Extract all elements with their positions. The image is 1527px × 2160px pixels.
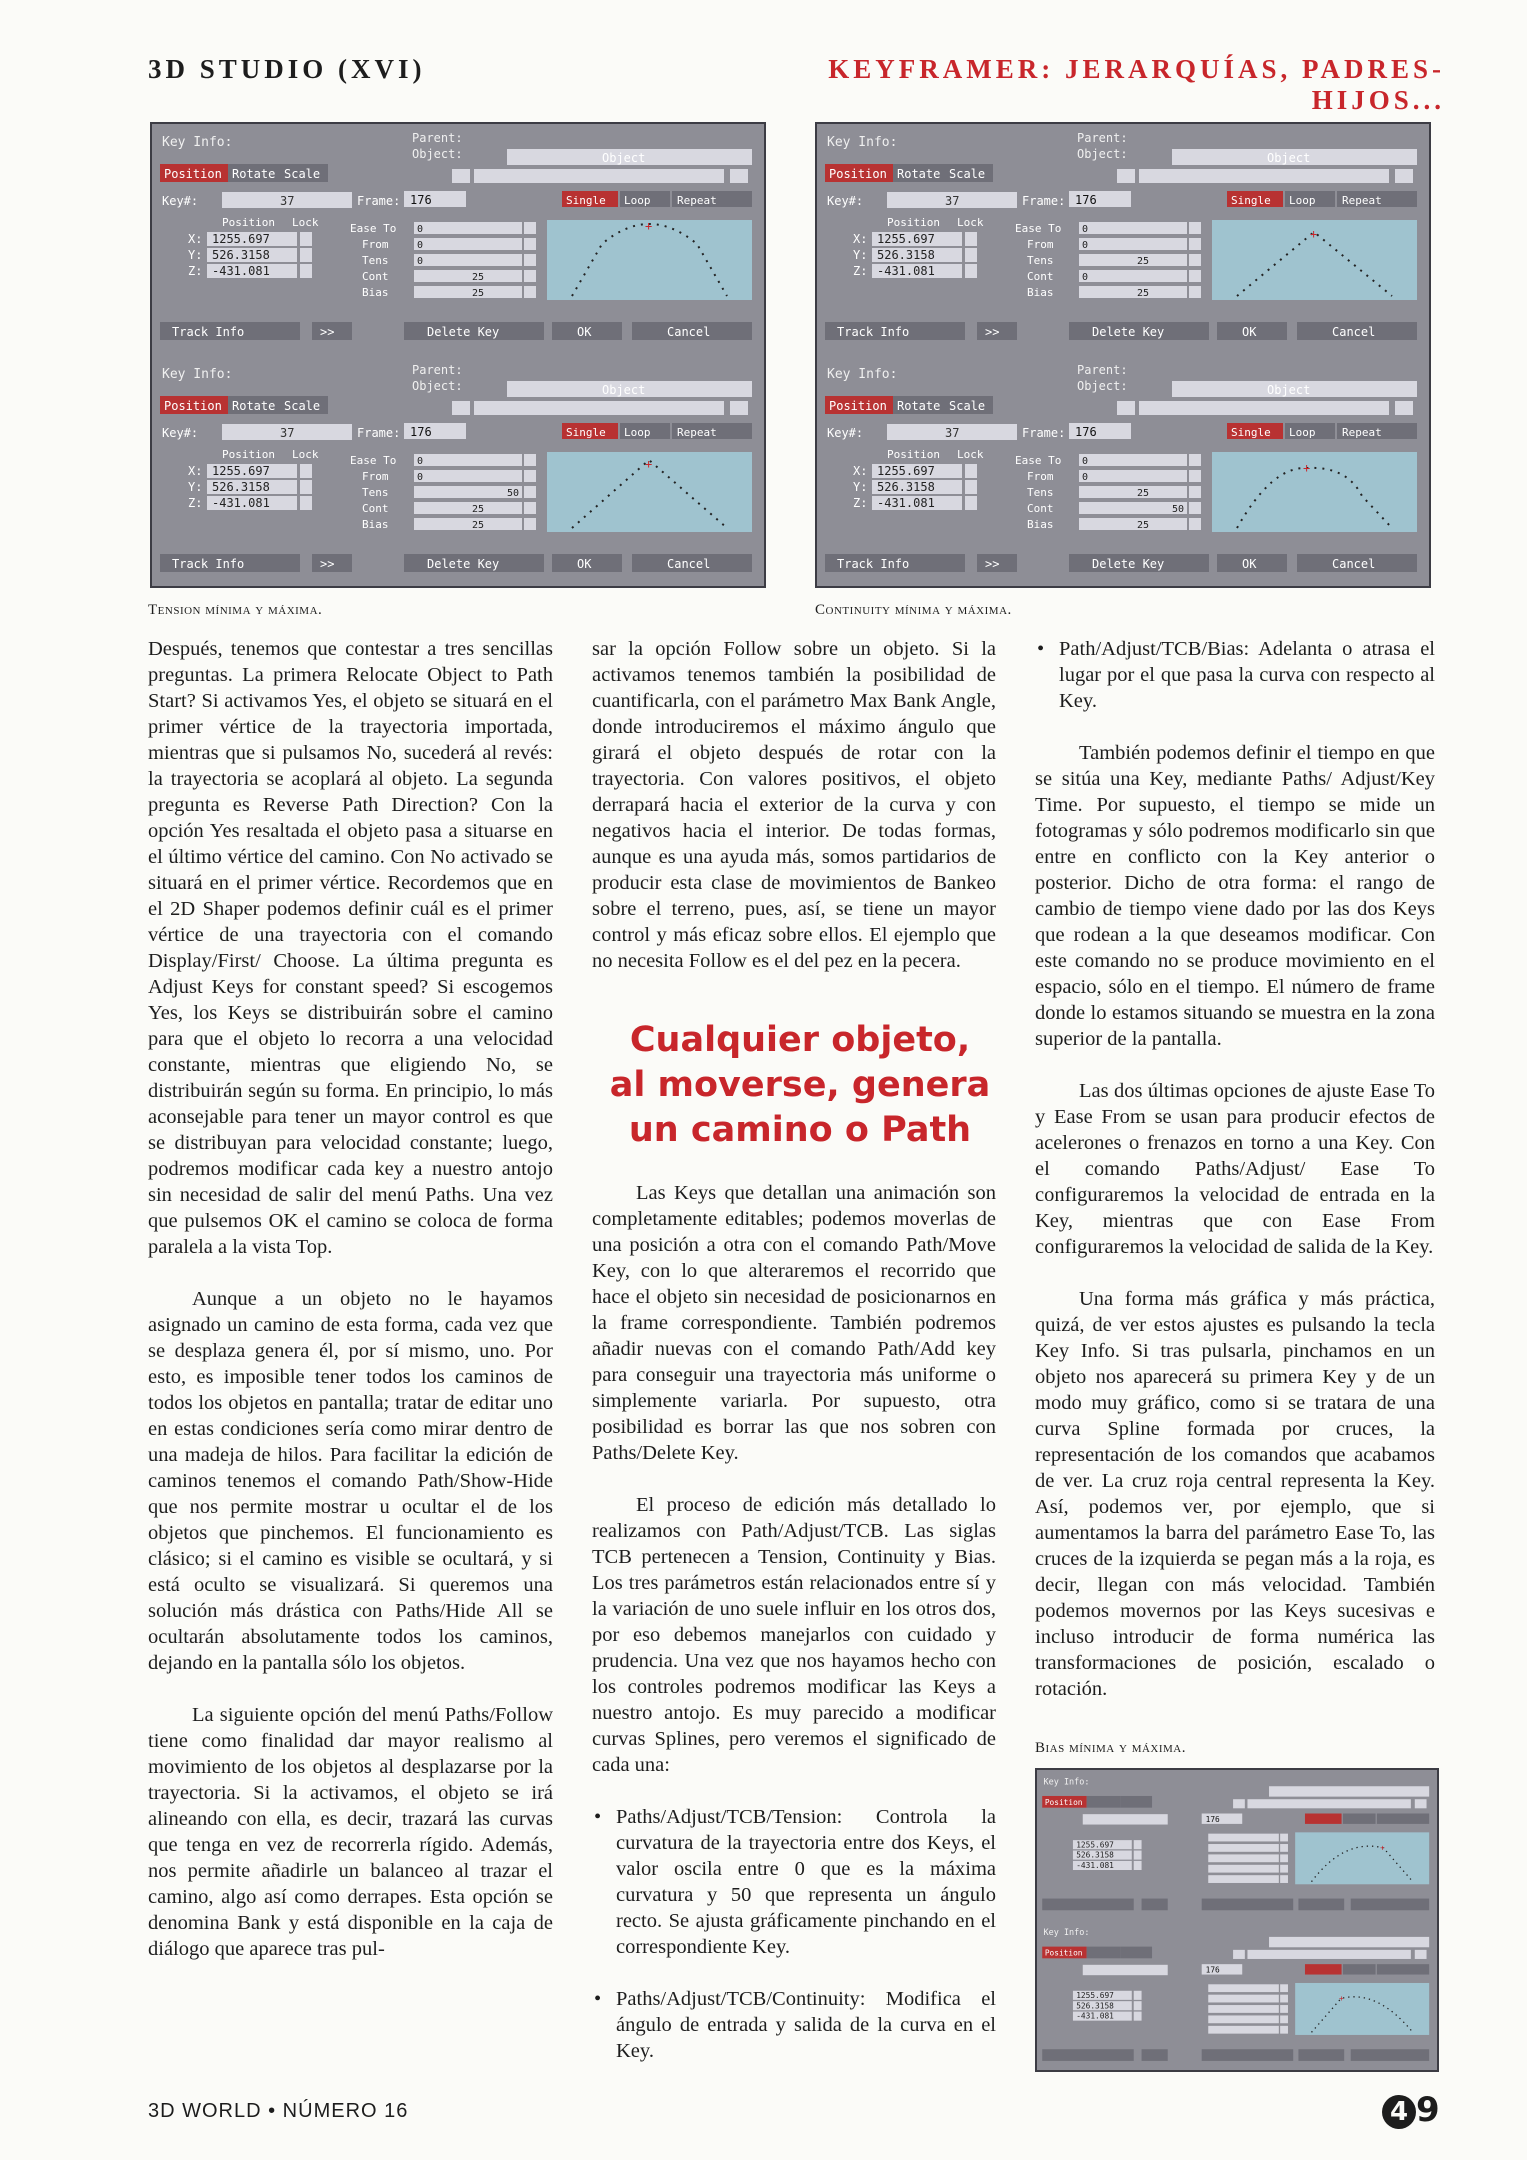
loop-button[interactable]: Loop: [1289, 194, 1316, 207]
delete-key-button[interactable]: Delete Key: [1092, 325, 1165, 339]
track-info-button[interactable]: Track Info: [837, 557, 910, 571]
z-field[interactable]: -431.081: [877, 264, 935, 278]
paragraph: También podemos definir el tiempo en que se sitúa una Key, mediante Paths/ Adjust/Key Time. Por supuesto, el tiempo se mide un fotogramas y sólo podremos modificarlo sin que entre en conflicto con la Key anterior o posterior. Dicho de otra forma: el rango de cambio de tiempo viene dado por las dos Keys que rodean a la que deseamos modificar. Con este comando no se produce movimiento en el espacio, sólo en el tiempo. El número de frame donde lo estamos situando se muestra en la zona superior de la pantalla.: [1035, 742, 1435, 1050]
object-button[interactable]: Object: [1267, 151, 1311, 165]
column-2-bottom: [592, 1180, 996, 2090]
tension-label: Tens: [1027, 254, 1054, 267]
key-info-label: Key Info:: [162, 367, 233, 382]
y-label: Y:: [853, 480, 868, 494]
position-heading: Position: [222, 448, 275, 461]
paragraph: Aunque a un objeto no le hayamos asignado un camino de esta forma, cada vez que se desplaza genera él, por sí mismo, uno. Por esto, es imposible tener todos los caminos de todos los objetos en pantalla; tratar de editar uno en estas condiciones sería como mirar dentro de una madeja de hilos. Para facilitar la edición de caminos tenemos el comando Path/Show-Hide que nos permite mostrar u ocultar el de los objetos que pinchemos. El funcionamiento es clásico; si el camino es visible se ocultará, y si está oculto se visualizará. Si queremos una solución más drástica con Paths/Hide All se ocultarán absolutamente todos los caminos, dejando en la pantalla sólo los objetos.: [148, 1288, 553, 1674]
x-field[interactable]: 1255.697: [1076, 1840, 1114, 1850]
z-label: Z:: [853, 264, 868, 278]
tab-scale[interactable]: Scale: [949, 167, 986, 181]
key-info-label: Key Info:: [1043, 1926, 1090, 1937]
frame-value[interactable]: 176: [410, 425, 432, 439]
ease-to-label: Ease To: [350, 454, 397, 467]
bias-value[interactable]: 25: [472, 520, 485, 531]
y-label: Y:: [853, 248, 868, 262]
y-label: Y:: [188, 248, 203, 262]
bias-dialog-pair: [1037, 1770, 1437, 2070]
tab-rotate[interactable]: Rotate: [232, 167, 276, 181]
cancel-button[interactable]: Cancel: [667, 325, 711, 339]
list-item: • Paths/Adjust/TCB/Tension: Controla la curvatura de la trayectoria entre dos Keys, el valor oscila entre 0 que es la máxima curvatura y 50 que representa un ángulo recto. Se ajusta gráficamente pinchando en el correspondiente Key.: [592, 1804, 996, 1960]
delete-key-button[interactable]: Delete Key: [427, 557, 500, 571]
continuity-dialog-pair: [817, 124, 1429, 586]
continuity-label: Cont: [362, 270, 389, 283]
x-field[interactable]: 1255.697: [212, 232, 270, 246]
next-arrows-button[interactable]: >>: [985, 557, 1000, 571]
repeat-button[interactable]: Repeat: [1342, 426, 1382, 439]
frame-value[interactable]: 176: [1075, 425, 1097, 439]
key-number-label: Key#:: [162, 426, 199, 440]
paragraph: Las Keys que detallan una animación son completamente editables; podemos moverlas de una posición a otra con el comando Path/Move Key, con lo que alteraremos el recorrido que hace el objeto sin necesidad de posicionarnos en la frame correspondiente. También podremos añadir nuevas con el comando Path/Add key para conseguir una trayectoria más uniforme o simplemente variarla. Por supuesto, otra posibilidad es borrar las que nos sobren con Paths/Delete Key.: [592, 1182, 996, 1464]
bias-label: Bias: [1027, 518, 1054, 531]
object-button[interactable]: Object: [1267, 383, 1311, 397]
dialog-continuity-max: [817, 356, 1429, 586]
object-button[interactable]: Object: [602, 151, 646, 165]
key-number-label: Key#:: [827, 194, 864, 208]
frame-value[interactable]: 176: [1205, 1965, 1220, 1975]
key-info-label: Key Info:: [1043, 1776, 1090, 1787]
repeat-button[interactable]: Repeat: [677, 194, 717, 207]
tab-rotate[interactable]: Rotate: [232, 399, 276, 413]
continuity-label: Cont: [1027, 270, 1054, 283]
ok-button[interactable]: OK: [1242, 557, 1257, 571]
single-button[interactable]: Single: [566, 426, 606, 439]
key-info-label: Key Info:: [827, 135, 898, 150]
tension-label: Tens: [362, 254, 389, 267]
x-field[interactable]: 1255.697: [877, 464, 935, 478]
ease-to-label: Ease To: [1015, 222, 1062, 235]
pull-quote-line: al moverse, genera: [609, 1065, 991, 1105]
column-2-top: [592, 636, 996, 1000]
key-cross-icon: +: [645, 219, 653, 233]
dialog-tension-min: [152, 124, 764, 354]
y-field[interactable]: 526.3158: [212, 480, 270, 494]
key-number-label: Key#:: [827, 426, 864, 440]
bias-value[interactable]: 25: [1137, 288, 1150, 299]
ease-from-label: From: [362, 470, 389, 483]
z-field[interactable]: -431.081: [1076, 2011, 1114, 2021]
repeat-button[interactable]: Repeat: [677, 426, 717, 439]
paragraph: Después, tenemos que contestar a tres sencillas preguntas. La primera Relocate Object to Path Start? Si activamos Yes, el objeto se situará en el primer vértice de la trayectoria importada, mientras que si pulsamos No, sucederá al revés: la trayectoria se acoplará al objeto. La segunda pregunta es Reverse Path Direction? Con la opción Yes resaltada el objeto pasa a situarse en el último vértice del camino. Con No activado se situará en el primer vértice. Recordemos que en el 2D Shaper podemos definir cuál es el primer vértice de una trayectoria con el comando Display/First/ Choose. La última pregunta es Adjust Keys for constant speed? Si escogemos Yes, los Keys se distribuirán sobre el camino para que el objeto lo recorra a una velocidad constante, mientras que eligiendo No, se distribuirán según su forma. En principio, lo más aconsejable para tener un mayor control es que se distribuyan para velocidad constante; luego, podremos modificar cada key a nuestro antojo sin necesidad de salir del menú Paths. Una vez que pulsemos OK el camino se coloca de forma paralela a la vista Top.: [148, 638, 553, 1258]
z-label: Z:: [188, 496, 203, 510]
tension-value[interactable]: 50: [507, 488, 520, 499]
caption-bias: Bias mínima y máxima.: [1035, 1740, 1187, 1756]
object-label: Object:: [412, 147, 463, 161]
key-cross-icon: +: [1303, 461, 1311, 475]
page-number-digit: 9: [1416, 2090, 1440, 2130]
next-arrows-button[interactable]: >>: [320, 557, 335, 571]
frame-label: Frame:: [1022, 194, 1066, 208]
continuity-label: Cont: [362, 502, 389, 515]
x-label: X:: [188, 464, 203, 478]
footer-publication: 3D WORLD • NÚMERO 16: [148, 2100, 409, 2122]
tab-position[interactable]: Position: [1044, 1798, 1083, 1808]
tab-position[interactable]: Position: [829, 167, 887, 181]
tab-position[interactable]: Position: [829, 399, 887, 413]
key-number-value[interactable]: 37: [945, 426, 960, 440]
frame-value[interactable]: 176: [1075, 193, 1097, 207]
y-label: Y:: [188, 480, 203, 494]
bias-label: Bias: [1027, 286, 1054, 299]
track-info-button[interactable]: Track Info: [172, 325, 245, 339]
x-field[interactable]: 1255.697: [212, 464, 270, 478]
tab-rotate[interactable]: Rotate: [897, 167, 941, 181]
single-button[interactable]: Single: [566, 194, 606, 207]
ease-to-value[interactable]: 0: [417, 224, 424, 235]
y-field[interactable]: 526.3158: [877, 480, 935, 494]
track-info-button[interactable]: Track Info: [837, 325, 910, 339]
pull-quote-line: un camino o Path: [628, 1110, 972, 1150]
y-field[interactable]: 526.3158: [1076, 1850, 1114, 1860]
object-label: Object:: [1077, 147, 1128, 161]
paragraph: Una forma más gráfica y más práctica, quizá, de ver estos ajustes es pulsando la tecla Key Info. Si tras pulsarla, pinchamos en un objeto nos aparecerá su primera Key y de un modo muy gráfico, como si se tratara de una curva Spline formada por cruces, la representación de los comandos que acabamos de ver. La cruz roja central representa la Key. Así, podemos ver, por ejemplo, que si aumentamos la barra del parámetro Ease To, las cruces de la izquierda se pegan más a la roja, es decir, llegan con más velocidad. También podemos movernos por las Keys sucesivas e incluso introducir de forma numérica las transformaciones de posición, escalado o rotación.: [1035, 1288, 1435, 1700]
ease-from-value[interactable]: 0: [1082, 240, 1089, 251]
parent-label: Parent:: [1077, 131, 1128, 145]
tension-value[interactable]: 25: [1137, 488, 1150, 499]
ease-from-value[interactable]: 0: [417, 472, 424, 483]
continuity-value[interactable]: 50: [1172, 504, 1185, 515]
object-label: Object:: [412, 379, 463, 393]
continuity-value[interactable]: 25: [472, 504, 485, 515]
y-field[interactable]: 526.3158: [877, 248, 935, 262]
screenshot-continuity: [815, 122, 1431, 588]
tension-value[interactable]: 25: [1137, 256, 1150, 267]
tab-scale[interactable]: Scale: [284, 399, 321, 413]
z-label: Z:: [188, 264, 203, 278]
delete-key-button[interactable]: Delete Key: [427, 325, 500, 339]
frame-label: Frame:: [357, 194, 401, 208]
caption-tension: Tension mínima y máxima.: [148, 602, 323, 618]
dialog-continuity-min: [817, 124, 1429, 354]
next-arrows-button[interactable]: >>: [320, 325, 335, 339]
paragraph: Las dos últimas opciones de ajuste Ease To y Ease From se usan para producir efectos de acelerones o frenazos en torno a una Key. Con el comando Paths/Adjust/ Ease To configuraremos la velocidad de entrada en la Key, mientras que con Ease From configuraremos la velocidad de salida de la Key.: [1035, 1080, 1435, 1258]
continuity-value[interactable]: 25: [472, 272, 485, 283]
x-label: X:: [853, 464, 868, 478]
bias-value[interactable]: 25: [472, 288, 485, 299]
bullet-list: [592, 1804, 996, 2064]
track-info-button[interactable]: Track Info: [172, 557, 245, 571]
position-heading: Position: [887, 216, 940, 229]
paragraph: El proceso de edición más detallado lo realizamos con Path/Adjust/TCB. Las siglas TCB pertenecen a Tension, Continuity y Bias. Los tres parámetros están relacionados entre sí y la variación de uno suele influir en los otros dos, por eso debemos manejarlos con cuidado y prudencia. Una vez que nos hayamos hecho con los controles podremos modificar las Keys a nuestro antojo. Es muy parecido a modificar curvas Splines, pero veremos el significado de cada una:: [592, 1494, 996, 1776]
lock-heading: Lock: [957, 216, 984, 229]
cancel-button[interactable]: Cancel: [1332, 557, 1376, 571]
paragraph: sar la opción Follow sobre un objeto. Si la activamos tenemos también la posibilidad de cuantificarla, con el parámetro Max Bank Angle, donde introduciremos el máximo ángulo que girará el objeto después de rotar con la trayectoria. Con valores positivos, el objeto derrapará hacia el exterior de la curva y con negativos hacia el interior. De todas formas, aunque es una ayuda más, somos partidarios de producir esta clase de movimientos de Bankeo sobre el terreno, pues, así, se tiene un mayor control y más eficaz sobre ellos. El ejemplo que no necesita Follow es el del pez en la pecera.: [592, 638, 996, 972]
parent-label: Parent:: [412, 131, 463, 145]
loop-button[interactable]: Loop: [624, 426, 651, 439]
cancel-button[interactable]: Cancel: [1332, 325, 1376, 339]
list-item: • Paths/Adjust/TCB/Continuity: Modifica el ángulo de entrada y salida de la curva en el Key.: [592, 1986, 996, 2064]
x-label: X:: [853, 232, 868, 246]
ok-button[interactable]: OK: [1242, 325, 1257, 339]
ok-button[interactable]: OK: [577, 557, 592, 571]
running-header-left: 3D STUDIO (XVI): [148, 54, 426, 84]
dialog-bias-min: [1037, 1770, 1437, 1919]
paragraph: La siguiente opción del menú Paths/Follow tiene como finalidad dar mayor realismo al movimiento de los objetos al desplazarse por la trayectoria. Si la activamos, el objeto se irá alineando con ella, es decir, trazará las curvas que tenga en vez de recorrerla rígido. Además, nos permite añadirle un balanceo al trazar el camino, algo así como derrapes. Esta opción se denomina Bank y está disponible en la caja de diálogo que aparece tras pul-: [148, 1704, 553, 1960]
position-heading: Position: [222, 216, 275, 229]
tension-label: Tens: [362, 486, 389, 499]
ease-to-label: Ease To: [350, 222, 397, 235]
bullet-list: [1035, 636, 1435, 714]
frame-value[interactable]: 176: [410, 193, 432, 207]
pull-quote-line: Cualquier objeto,: [629, 1020, 971, 1060]
tab-position[interactable]: Position: [1044, 1948, 1083, 1958]
ease-from-value[interactable]: 0: [417, 240, 424, 251]
object-label: Object:: [1077, 379, 1128, 393]
key-info-label: Key Info:: [827, 367, 898, 382]
key-number-label: Key#:: [162, 194, 199, 208]
bias-label: Bias: [362, 518, 389, 531]
next-arrows-button[interactable]: >>: [985, 325, 1000, 339]
y-field[interactable]: 526.3158: [1076, 2001, 1114, 2011]
x-field[interactable]: 1255.697: [1076, 1990, 1114, 2000]
frame-value[interactable]: 176: [1205, 1814, 1220, 1824]
ease-from-label: From: [1027, 470, 1054, 483]
x-label: X:: [188, 232, 203, 246]
parent-label: Parent:: [412, 363, 463, 377]
continuity-label: Cont: [1027, 502, 1054, 515]
tab-position[interactable]: Position: [164, 167, 222, 181]
column-1: [148, 636, 553, 1988]
loop-button[interactable]: Loop: [624, 194, 651, 207]
dialog-bias-max: [1037, 1921, 1437, 2070]
y-field[interactable]: 526.3158: [212, 248, 270, 262]
column-3: [1035, 636, 1435, 1728]
frame-label: Frame:: [1022, 426, 1066, 440]
tab-position[interactable]: Position: [164, 399, 222, 413]
caption-continuity: Continuity mínima y máxima.: [815, 602, 1012, 618]
continuity-value[interactable]: 0: [1082, 272, 1089, 283]
tab-rotate[interactable]: Rotate: [897, 399, 941, 413]
key-number-value[interactable]: 37: [280, 194, 295, 208]
screenshot-bias: [1035, 1768, 1439, 2072]
loop-button[interactable]: Loop: [1289, 426, 1316, 439]
ease-to-value[interactable]: 0: [1082, 224, 1089, 235]
key-cross-icon: +: [1310, 227, 1318, 241]
key-cross-icon: +: [645, 457, 653, 471]
lock-heading: Lock: [292, 448, 319, 461]
running-header-right: KEYFRAMER: JERARQUÍAS, PADRES-HIJOS...: [828, 54, 1445, 115]
tension-value[interactable]: 0: [417, 256, 424, 267]
key-cross-icon: +: [1338, 1994, 1344, 2004]
key-info-label: Key Info:: [162, 135, 233, 150]
ease-from-value[interactable]: 0: [1082, 472, 1089, 483]
ok-button[interactable]: OK: [577, 325, 592, 339]
z-field[interactable]: -431.081: [212, 264, 270, 278]
page-number: [1382, 2090, 1440, 2130]
cancel-button[interactable]: Cancel: [667, 557, 711, 571]
single-button[interactable]: Single: [1231, 426, 1271, 439]
z-label: Z:: [853, 496, 868, 510]
lock-heading: Lock: [292, 216, 319, 229]
tension-dialog-pair: [152, 124, 764, 586]
tab-scale[interactable]: Scale: [949, 399, 986, 413]
object-button[interactable]: Object: [602, 383, 646, 397]
single-button[interactable]: Single: [1231, 194, 1271, 207]
z-field[interactable]: -431.081: [212, 496, 270, 510]
tab-scale[interactable]: Scale: [284, 167, 321, 181]
tension-label: Tens: [1027, 486, 1054, 499]
ease-to-value[interactable]: 0: [417, 456, 424, 467]
ease-to-value[interactable]: 0: [1082, 456, 1089, 467]
x-field[interactable]: 1255.697: [877, 232, 935, 246]
delete-key-button[interactable]: Delete Key: [1092, 557, 1165, 571]
screenshot-tension: [150, 122, 766, 588]
parent-label: Parent:: [1077, 363, 1128, 377]
z-field[interactable]: -431.081: [1076, 1861, 1114, 1871]
lock-heading: Lock: [957, 448, 984, 461]
ease-from-label: From: [1027, 238, 1054, 251]
list-item: • Path/Adjust/TCB/Bias: Adelanta o atrasa el lugar por el que pasa la curva con respecto al Key.: [1035, 636, 1435, 714]
key-number-value[interactable]: 37: [280, 426, 295, 440]
bias-value[interactable]: 25: [1137, 520, 1150, 531]
position-heading: Position: [887, 448, 940, 461]
key-cross-icon: +: [1380, 1843, 1385, 1853]
pull-quote: [595, 1018, 1005, 1153]
ease-to-label: Ease To: [1015, 454, 1062, 467]
repeat-button[interactable]: Repeat: [1342, 194, 1382, 207]
key-number-value[interactable]: 37: [945, 194, 960, 208]
ease-from-label: From: [362, 238, 389, 251]
z-field[interactable]: -431.081: [877, 496, 935, 510]
page-number-circle: 4: [1382, 2095, 1416, 2129]
frame-label: Frame:: [357, 426, 401, 440]
bias-label: Bias: [362, 286, 389, 299]
dialog-tension-max: [152, 356, 764, 586]
